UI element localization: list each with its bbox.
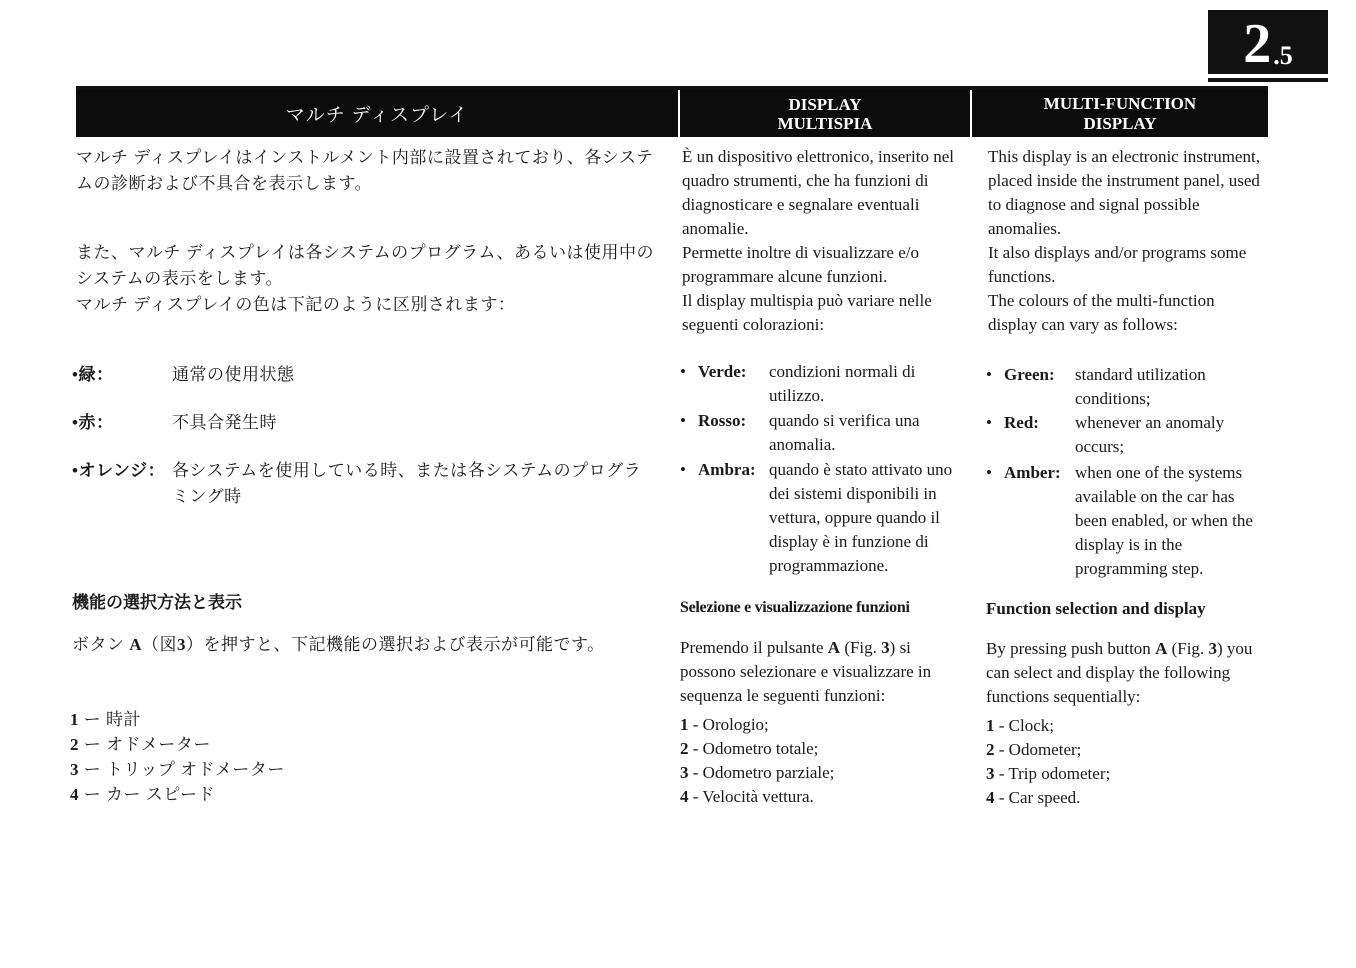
jp-color-green: •緑： 通常の使用状態: [72, 365, 295, 384]
header-jp-title: マルチ ディスプレイ: [285, 105, 469, 126]
header-it-line2: MULTISPIA: [777, 113, 873, 133]
it-intro: È un dispositivo elettronico, inserito nel quadro strumenti, che ha funzioni di diagnosticare e segnalare eventuali anomalie. Permette inoltre di visualizzare e/o programmare alcune funzioni. Il display multispia può variare nelle seguenti colorazioni:: [682, 145, 962, 337]
jp-function-list: [70, 707, 370, 807]
it-color-ambra: • Ambra: quando è stato attivato uno dei sistemi disponibili in vettura, oppure quando il display è in funzione di programmazione.: [680, 460, 953, 575]
en-press-instruction: By pressing push button A (Fig. 3) you can select and display the following functions sequentially:: [986, 639, 1253, 706]
list-item: 2 - Odometer;: [986, 740, 1082, 759]
button-a-ref: A: [129, 635, 143, 654]
it-press-instruction: Premendo il pulsante A (Fig. 3) si possono selezionare e visualizzare in sequenza le seguenti funzioni:: [680, 638, 932, 705]
jp-color-orange: •オレンジ： 各システムを使用している時、または各システムのプログラミング時: [72, 461, 642, 506]
header-japanese: [76, 90, 678, 137]
chapter-number: 2: [1243, 13, 1272, 75]
figure-ref: 3: [177, 635, 187, 654]
en-color-green: • Green: standard utilization conditions;: [986, 365, 1206, 408]
list-item: 1 - Clock;: [986, 716, 1055, 735]
en-color-amber: • Amber: when one of the systems available on the car has been enabled, or when the display is in the programming step.: [986, 463, 1253, 578]
en-function-list: [986, 714, 1266, 810]
en-p2: It also displays and/or programs some functions.: [988, 243, 1247, 286]
header-italian: [680, 90, 970, 137]
it-p3: Il display multispia può variare nelle seguenti colorazioni:: [682, 291, 932, 334]
header-en-line2: DISPLAY: [1083, 113, 1157, 133]
jp-section-heading: 機能の選択方法と表示: [72, 593, 242, 612]
it-section-heading: Selezione e visualizzazione funzioni: [680, 599, 910, 616]
badge-rule: [1208, 78, 1328, 82]
list-item: 2 - Odometro totale;: [680, 739, 819, 758]
button-a-ref: A: [1155, 639, 1168, 658]
jp-paragraph-2: [76, 240, 660, 318]
list-item: 4 - Velocità vettura.: [680, 787, 814, 806]
page-number-badge: [1208, 10, 1328, 74]
en-color-red: • Red: whenever an anomaly occurs;: [986, 413, 1225, 456]
en-section-heading: Function selection and display: [986, 599, 1206, 618]
list-item: 1 - Orologio;: [680, 715, 769, 734]
jp-p2b: マルチ ディスプレイの色は下記のように区別されます：: [76, 295, 516, 314]
figure-ref: 3: [1208, 639, 1217, 658]
en-intro: This display is an electronic instrument, placed inside the instrument panel, used to diagnose and signal possible anomalies. It also displays and/or programs some functions. The colours of the multi-function display can vary as follows:: [988, 145, 1266, 337]
list-item: 4 - Car speed.: [986, 788, 1081, 807]
it-color-verde: • Verde: condizioni normali di utilizzo.: [680, 362, 916, 405]
it-p2: Permette inoltre di visualizzare e/o programmare alcune funzioni.: [682, 243, 919, 286]
jp-color-red: •赤： 不具合発生時: [72, 413, 277, 432]
jp-p2a: また、マルチ ディスプレイは各システムのプログラム、あるいは使用中のシステムの表示をします。: [76, 243, 654, 288]
en-p3: The colours of the multi-function display can vary as follows:: [988, 291, 1215, 334]
button-a-ref: A: [827, 638, 841, 657]
list-item: 3 ー トリップ オドメーター: [70, 760, 285, 779]
list-item: 4 ー カー スピード: [70, 785, 216, 804]
jp-intro: マルチ ディスプレイはインストルメント内部に設置されており、各システムの診断および不具合を表示します。: [76, 148, 654, 193]
it-color-rosso: • Rosso: quando si verifica una anomalia.: [680, 411, 920, 454]
it-function-list: [680, 713, 960, 809]
list-item: 3 - Odometro parziale;: [680, 763, 835, 782]
header-en-line1: MULTI-FUNCTION: [1043, 93, 1197, 113]
page-sub-number: .5: [1273, 41, 1293, 70]
list-item: 2 ー オドメーター: [70, 735, 211, 754]
header-it-line1: DISPLAY: [788, 94, 862, 114]
header-english: [972, 90, 1268, 137]
figure-ref: 3: [881, 638, 890, 657]
list-item: 1 ー 時計: [70, 710, 141, 729]
list-item: 3 - Trip odometer;: [986, 764, 1111, 783]
jp-press-instruction: ボタン A（図3）を押すと、下記機能の選択および表示が可能です。: [72, 635, 605, 654]
